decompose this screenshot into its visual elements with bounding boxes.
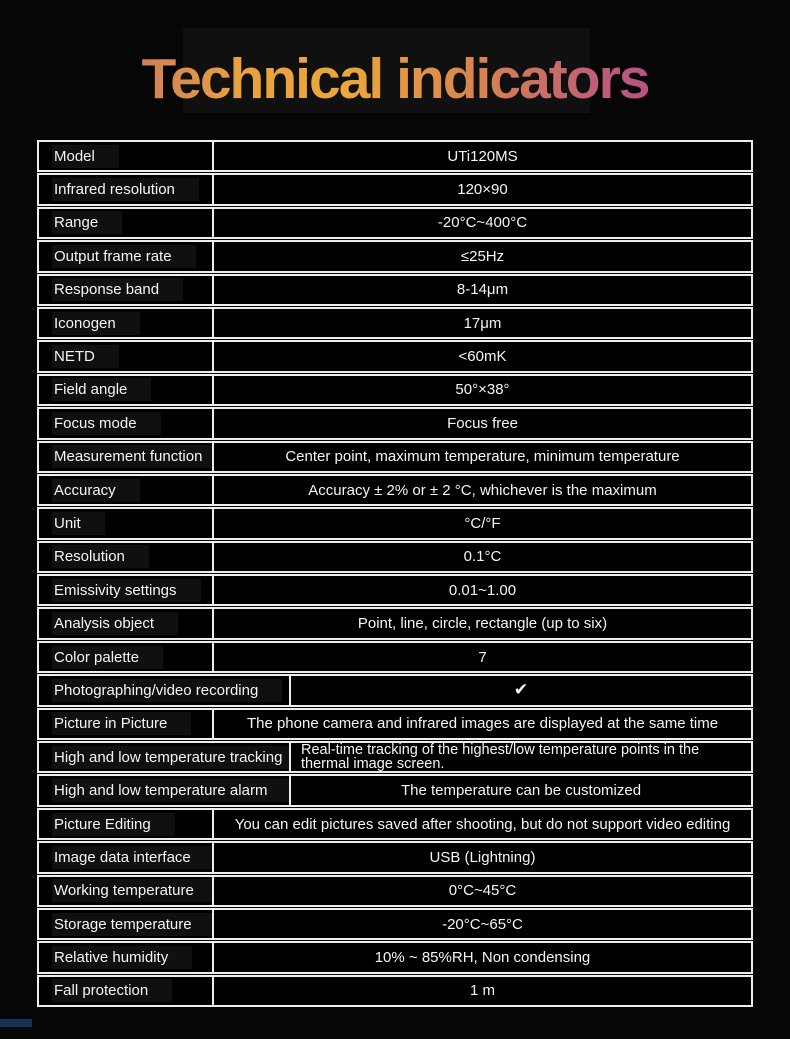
spec-value: 7 [478,648,487,666]
spec-value: 0.1°C [463,548,502,566]
spec-value-cell [212,710,751,738]
spec-label: Emissivity settings [52,579,201,602]
spec-label-cell [39,276,212,304]
spec-label: Relative humidity [52,946,192,969]
spec-label: Model [52,145,119,168]
spec-label-cell [39,576,212,604]
spec-label-cell [39,843,212,871]
spec-value-cell [212,242,751,270]
table-row [37,607,753,639]
spec-value: 10% ~ 85%RH, Non condensing [374,949,591,967]
page-title: Technical indicators [0,46,790,112]
spec-value: Accuracy ± 2% or ± 2 °C, whichever is the maximum [308,481,657,499]
spec-value-cell [212,476,751,504]
spec-label: Resolution [52,545,149,568]
spec-label-cell [39,476,212,504]
spec-label: Picture in Picture [52,712,191,735]
spec-value: UTi120MS [447,147,518,165]
spec-value-cell [212,209,751,237]
spec-label-cell [39,543,212,571]
spec-value-cell [212,977,751,1005]
spec-label-cell [39,142,212,170]
spec-label-cell [39,242,212,270]
spec-label: Accuracy [52,479,140,502]
spec-value: 0.01~1.00 [448,581,517,599]
table-row [37,441,753,473]
spec-value: -20°C~400°C [437,214,528,232]
spec-value-cell [212,910,751,938]
spec-label-cell [39,175,212,203]
spec-label-cell [39,676,289,704]
spec-label: Fall protection [52,979,172,1002]
table-row [37,774,753,806]
spec-label-cell [39,376,212,404]
table-row [37,975,753,1007]
spec-value-cell [289,776,751,804]
spec-value: 8-14μm [456,281,509,299]
table-row [37,407,753,439]
table-row [37,474,753,506]
spec-value-cell [212,643,751,671]
spec-label: Analysis object [52,612,178,635]
spec-label: NETD [52,345,119,368]
spec-value-cell [212,276,751,304]
spec-label: Measurement function [52,445,212,468]
spec-label: Storage temperature [52,913,212,936]
spec-label-cell [39,609,212,637]
spec-label-cell [39,810,212,838]
spec-value-cell [212,543,751,571]
spec-value: The phone camera and infrared images are displayed at the same time [246,715,719,733]
spec-label-cell [39,776,289,804]
spec-label: Infrared resolution [52,178,199,201]
spec-label-cell [39,443,212,471]
spec-value-cell [212,576,751,604]
spec-label-cell [39,710,212,738]
spec-value-cell [212,943,751,971]
spec-value: -20°C~65°C [442,915,523,933]
table-row [37,674,753,706]
table-row [37,841,753,873]
spec-value: 0°C~45°C [448,882,517,900]
table-row [37,140,753,172]
spec-label-cell [39,643,212,671]
spec-value: Point, line, circle, rectangle (up to six) [357,615,608,633]
spec-label-cell [39,209,212,237]
table-row [37,808,753,840]
spec-value: Center point, maximum temperature, minimum temperature [285,448,680,466]
table-row [37,741,753,773]
spec-label: Photographing/video recording [52,679,282,702]
spec-value-cell [212,443,751,471]
spec-value-cell [212,342,751,370]
spec-label: Color palette [52,646,163,669]
spec-value-cell [212,509,751,537]
spec-label: Response band [52,278,183,301]
table-row [37,574,753,606]
spec-value-cell [289,676,751,704]
spec-value: You can edit pictures saved after shooting, but do not support video editing [234,815,731,833]
spec-value: 120×90 [457,181,508,199]
spec-value: 50°×38° [455,381,510,399]
spec-value: Focus free [447,414,518,432]
spec-label: Image data interface [52,846,212,869]
spec-label-cell [39,943,212,971]
spec-label: Focus mode [52,412,161,435]
spec-label: Working temperature [52,879,212,902]
corner-artifact [0,1019,32,1027]
spec-value-cell [212,376,751,404]
spec-value-cell [212,877,751,905]
spec-label-cell [39,910,212,938]
table-row [37,541,753,573]
spec-value-cell [212,810,751,838]
spec-label-cell [39,509,212,537]
spec-label: Iconogen [52,312,140,335]
spec-label: Range [52,211,122,234]
spec-value: USB (Lightning) [429,848,536,866]
spec-value-cell [212,609,751,637]
spec-label: Picture Editing [52,813,175,836]
spec-value: ≤25Hz [460,247,505,265]
spec-table [37,140,753,1008]
table-row [37,507,753,539]
table-row [37,641,753,673]
table-row [37,240,753,272]
spec-value: Real-time tracking of the highest/low temperature points in the thermal image screen. [301,743,700,772]
table-row [37,708,753,740]
spec-label: High and low temperature alarm [52,779,289,802]
spec-value: 1 m [469,982,495,1000]
spec-value: 17μm [463,314,502,332]
spec-label: Field angle [52,378,151,401]
spec-value-cell [212,175,751,203]
table-row [37,908,753,940]
table-row [37,173,753,205]
check-icon: ✔ [513,680,529,700]
spec-value-cell [289,743,751,771]
spec-label: High and low temperature tracking [52,746,289,769]
table-row [37,941,753,973]
table-row [37,207,753,239]
spec-value-cell [212,142,751,170]
spec-value: <60mK [458,348,507,366]
spec-label: Unit [52,512,105,535]
spec-label-cell [39,409,212,437]
spec-value-cell [212,409,751,437]
spec-label-cell [39,309,212,337]
spec-label-cell [39,977,212,1005]
table-row [37,274,753,306]
spec-value: The temperature can be customized [400,782,642,800]
spec-value: °C/°F [464,514,501,532]
table-row [37,374,753,406]
spec-value-cell [212,843,751,871]
spec-label-cell [39,743,289,771]
spec-label-cell [39,342,212,370]
spec-label-cell [39,877,212,905]
spec-label: Output frame rate [52,245,196,268]
table-row [37,307,753,339]
table-row [37,875,753,907]
spec-value-cell [212,309,751,337]
table-row [37,340,753,372]
